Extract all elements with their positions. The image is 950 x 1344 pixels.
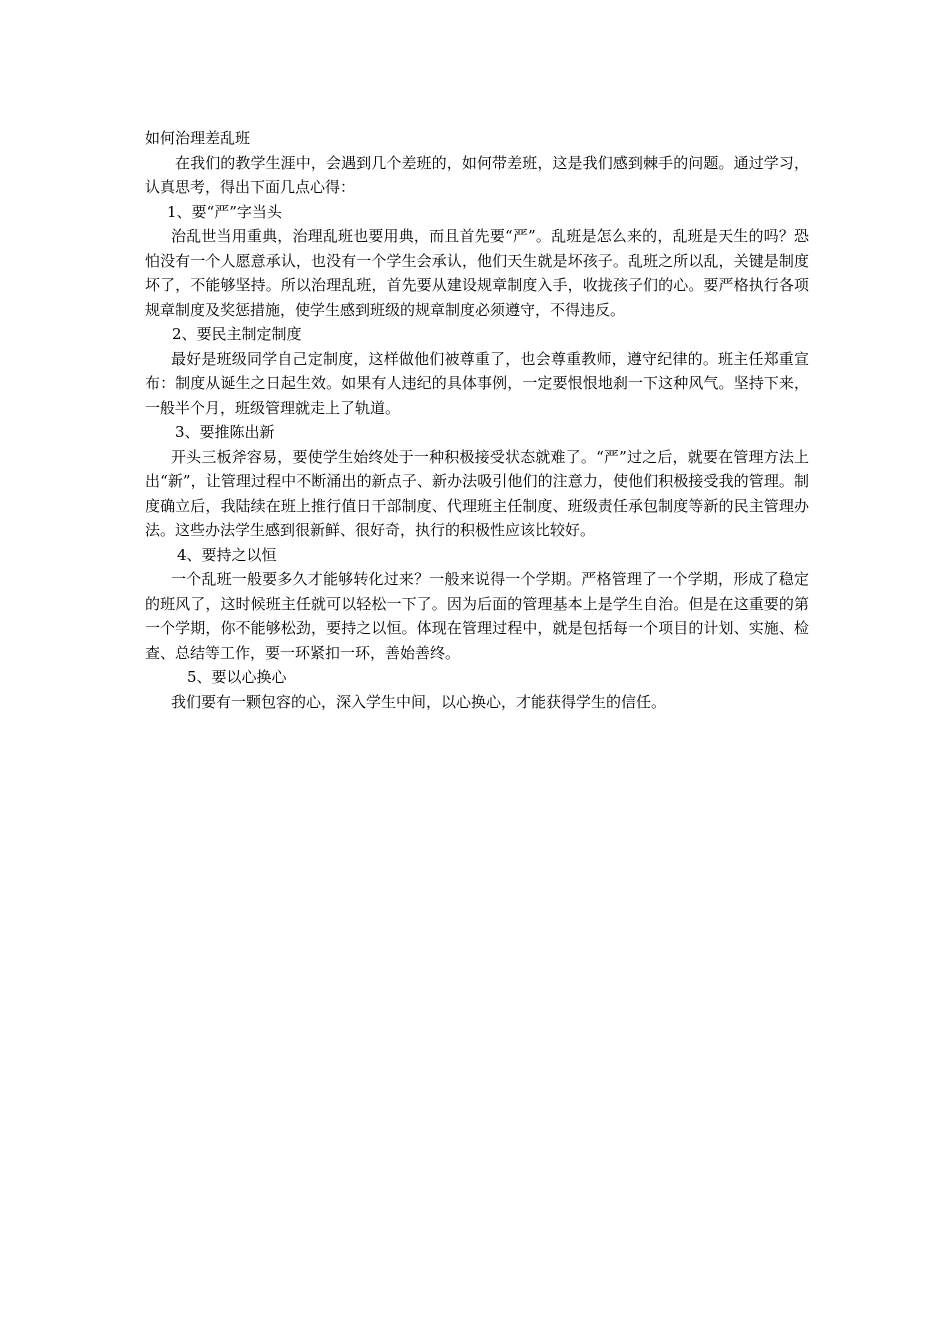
section-body-5: 我们要有一颗包容的心，深入学生中间，以心换心，才能获得学生的信任。 <box>171 692 667 711</box>
intro-paragraph: 在我们的教学生涯中，会遇到几个差班的，如何带差班，这是我们感到棘手的问题。通过学习，认真思考，得出下面几点心得： <box>145 153 809 196</box>
section-heading-3: 3、要推陈出新 <box>175 423 275 441</box>
section-body-3: 开头三板斧容易，要使学生始终处于一种积极接受状态就难了。“严”过之后，就要在管理方法上出“新”，让管理过程中不断涌出的新点子、新办法吸引他们的注意力，使他们积极接受我的管理。制度确立后，我陆续在班上推行值日干部制度、代理班主任制度、班级责任承包制度等新的民主管理办法。这些办法学生感到很新鲜、很好奇，执行的积极性应该比较好。 <box>145 447 809 539</box>
section-body-1: 治乱世当用重典，治理乱班也要用典，而且首先要“严”。乱班是怎么来的，乱班是天生的吗？恐怕没有一个人愿意承认，也没有一个学生会承认，他们天生就是坏孩子。乱班之所以乱，关键是制度坏了，不能够坚持。所以治理乱班，首先要从建设规章制度入手，收拢孩子们的心。要严格执行各项规章制度及奖惩措施，使学生感到班级的规章制度必须遵守，不得违反。 <box>145 227 809 319</box>
section-body-4: 一个乱班一般要多久才能够转化过来？一般来说得一个学期。严格管理了一个学期，形成了稳定的班风了，这时候班主任就可以轻松一下了。因为后面的管理基本上是学生自治。但是在这重要的第一个学期，你不能够松劲，要持之以恒。体现在管理过程中，就是包括每一个项目的计划、实施、检查、总结等工作，要一环紧扣一环，善始善终。 <box>145 570 809 662</box>
section-heading-5: 5、要以心换心 <box>187 668 287 686</box>
document-page <box>145 126 809 714</box>
section-heading-2: 2、要民主制定制度 <box>172 325 302 343</box>
section-heading-1: 1、要“严”字当头 <box>167 202 282 221</box>
document-title: 如何治理差乱班 <box>145 129 251 147</box>
section-body-2: 最好是班级同学自己定制度，这样做他们被尊重了，也会尊重教师，遵守纪律的。班主任郑重宣布：制度从诞生之日起生效。如果有人违纪的具体事例，一定要恨恨地刹一下这种风气。坚持下来，一般半个月，班级管理就走上了轨道。 <box>145 349 809 417</box>
section-heading-4: 4、要持之以恒 <box>177 545 277 564</box>
